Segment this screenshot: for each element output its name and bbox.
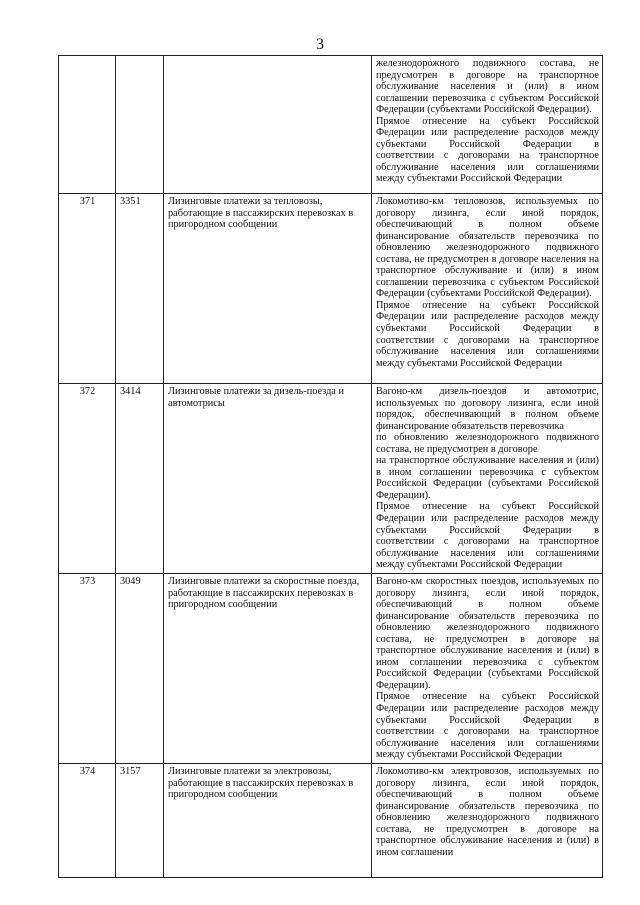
row-number: 371 <box>59 194 116 384</box>
description-text: Локомотиво-км электровозов, используемых по договору лизинга, если иной порядок, обеспечивающий в полном объеме финансирование обязательств перевозчика по обновлению железнодорожного подвижного состава, не предусмотрен в договоре на транспортное обслуживание населения и (или) в ином соглашении <box>376 766 599 858</box>
description-text: Вагоно-км дизель-поездов и автомотрис, используемых по договору лизинга, если иной порядок, обеспечивающий в полном объеме финансирование обязательств перевозчика <box>376 386 599 432</box>
description-note: Прямое отнесение на субъект Российской Федерации или распределение расходов между субъектами Российской Федерации в соответствии с договорами на транспортное обслуживание населения или соглашениями между субъектами Российской Федерации <box>376 299 599 369</box>
description-text-2: по обновлению железнодорожного подвижного состава, не предусмотрен в договоре <box>376 432 599 455</box>
table-row <box>59 194 603 384</box>
row-code: 3414 <box>116 384 164 574</box>
description-note: Прямое отнесение на субъект Российской Федерации или распределение расходов между субъектами Российской Федерации в соответствии с договорами на транспортное обслуживание населения или соглашениями между субъектами Российской Федерации <box>376 501 599 571</box>
description-text-3: на транспортное обслуживание населения и (или) в ином соглашении перевозчика с субъектом Российской Федерации (субъектами Российской Федерации). <box>376 455 599 501</box>
page-number: 3 <box>316 36 324 53</box>
cell-name <box>164 56 372 194</box>
cell-description <box>372 574 603 764</box>
table-row <box>59 764 603 878</box>
description-note: Прямое отнесение на субъект Российской Федерации или распределение расходов между субъектами Российской Федерации в соответствии с договорами на транспортное обслуживание населения или соглашениями между субъектами Российской Федерации <box>376 115 599 185</box>
row-name: Лизинговые платежи за электровозы, работающие в пассажирских перевозках в пригородном сообщении <box>164 764 372 878</box>
row-number: 373 <box>59 574 116 764</box>
row-number: 372 <box>59 384 116 574</box>
row-name: Лизинговые платежи за тепловозы, работающие в пассажирских перевозках в пригородном сообщении <box>164 194 372 384</box>
row-code: 3157 <box>116 764 164 878</box>
description-text: Вагоно-км скоростных поездов, используемых по договору лизинга, если иной порядок, обеспечивающий в полном объеме финансирование обязательств перевозчика по обновлению железнодорожного подвижного состава, не предусмотрен в договоре на транспортное обслуживание населения и (или) в ином соглашении перевозчика с субъектом Российской Федерации (субъектами Российской Федерации). <box>376 576 599 691</box>
row-number: 374 <box>59 764 116 878</box>
row-name: Лизинговые платежи за дизель-поезда и автомотрисы <box>164 384 372 574</box>
table-row-continued <box>59 56 603 194</box>
row-code: 3351 <box>116 194 164 384</box>
cell-code <box>116 56 164 194</box>
cell-description <box>372 384 603 574</box>
description-text: железнодорожного подвижного состава, не предусмотрен в договоре на транспортное обслуживание населения и (или) в ином соглашении перевозчика с субъектом Российской Федерации (субъектами Российской Федерации). <box>376 58 599 116</box>
cell-description <box>372 56 603 194</box>
cell-description <box>372 764 603 878</box>
description-note: Прямое отнесение на субъект Российской Федерации или распределение расходов между субъектами Российской Федерации в соответствии с договорами на транспортное обслуживание населения или соглашениями между субъектами Российской Федерации <box>376 691 599 761</box>
cell-description <box>372 194 603 384</box>
row-name: Лизинговые платежи за скоростные поезда, работающие в пассажирских перевозках в пригородном сообщении <box>164 574 372 764</box>
description-text: Локомотиво-км тепловозов, используемых по договору лизинга, если иной порядок, обеспечивающий в полном объеме финансирование обязательств перевозчика по обновлению железнодорожного подвижного состава, не предусмотрен в договоре населения на транспортное обслуживание и (или) в ином соглашении перевозчика с субъектом Российской Федерации (субъектами Российской Федерации). <box>376 196 599 300</box>
row-code: 3049 <box>116 574 164 764</box>
table-row <box>59 574 603 764</box>
expense-table <box>58 55 603 878</box>
cell-num <box>59 56 116 194</box>
table-row <box>59 384 603 574</box>
